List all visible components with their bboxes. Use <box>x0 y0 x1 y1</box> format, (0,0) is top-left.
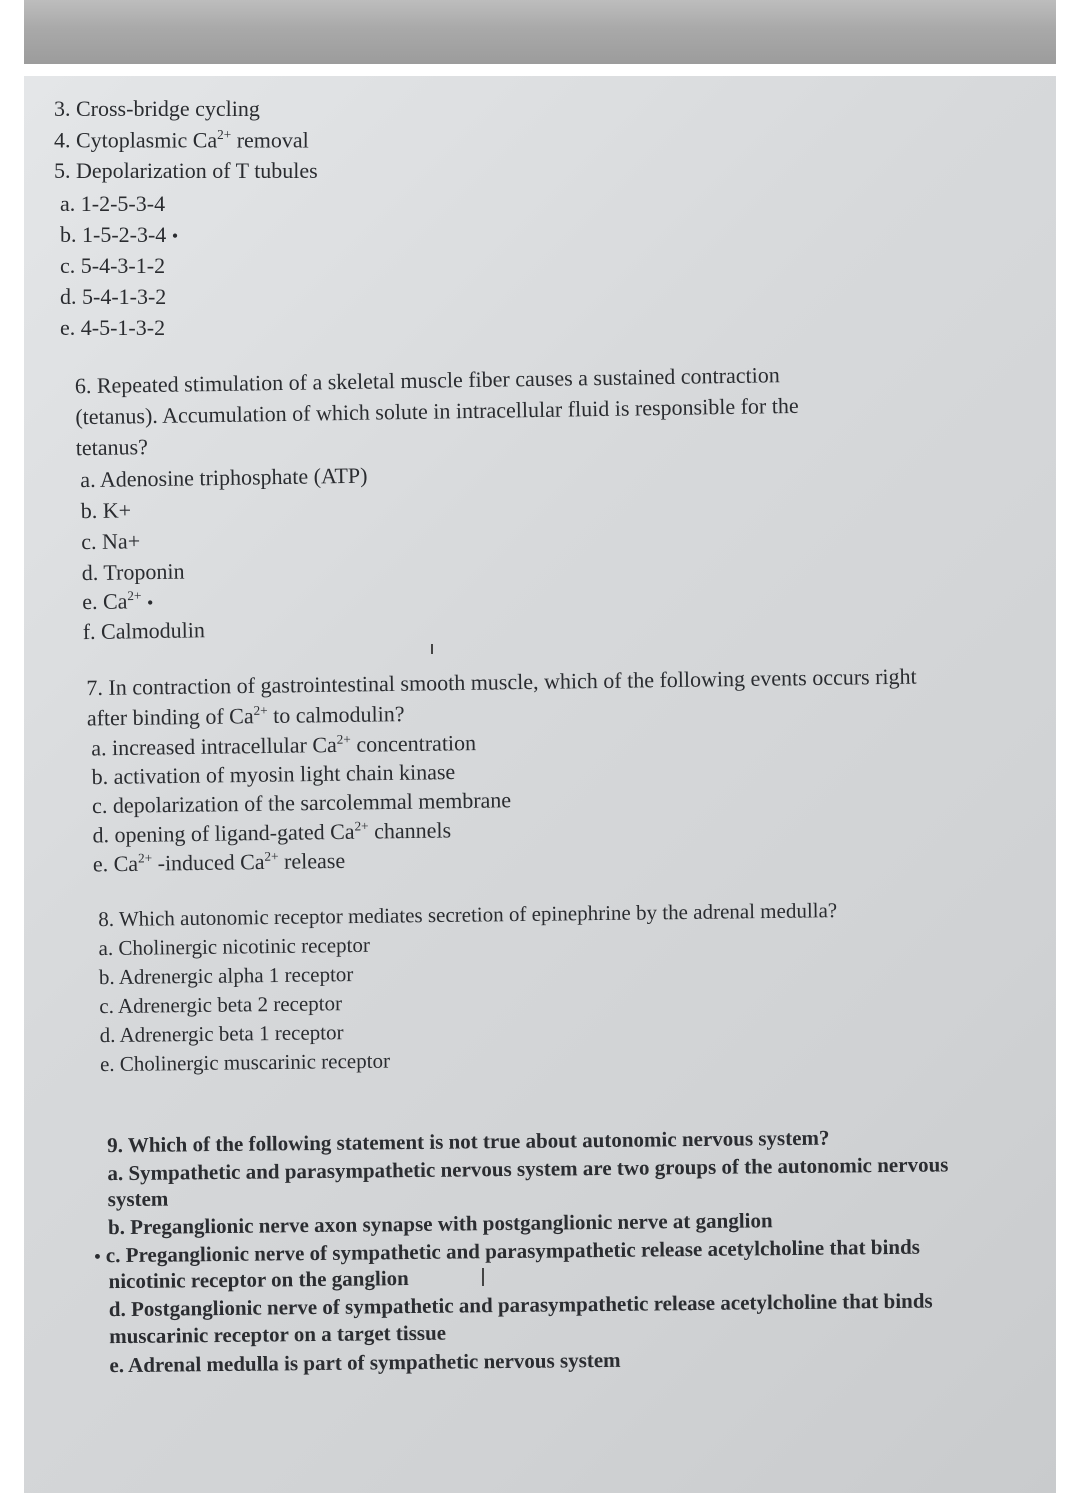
answer-dot: • <box>146 592 154 613</box>
option-a: a. Adenosine triphosphate (ATP) <box>80 462 368 493</box>
option-b: b. Preganglionic nerve axon synapse with postganglionic nerve at ganglion <box>107 1208 773 1240</box>
option-a-line-1: a. Sympathetic and parasympathetic nervous system are two groups of the autonomic nervous <box>107 1152 949 1186</box>
exam-page <box>24 76 1056 1493</box>
option-e: e. $Ca^{2+}$ -induced $Ca^{2+}$ release <box>92 847 346 877</box>
top-margin-strip <box>24 0 1056 64</box>
question-6-stem-1: 6. Repeated stimulation of a skeletal muscle fiber causes a sustained contraction <box>74 362 780 399</box>
option-e: e. $Ca^{2+}$ • <box>82 588 154 615</box>
question-6-stem-3: tetanus? <box>75 434 149 461</box>
question-9-stem: 9. Which of the following statement is not true about autonomic nervous system? <box>107 1125 830 1158</box>
option-c: c. 5-4-3-1-2 <box>60 253 166 278</box>
option-a: a. 1-2-5-3-4 <box>60 191 166 216</box>
pen-mark <box>482 1268 484 1286</box>
answer-dot: • <box>94 1246 101 1267</box>
pen-mark <box>431 644 433 654</box>
option-a: a. increased intracellular $Ca^{2+}$ concentration <box>91 730 477 761</box>
option-c: c. depolarization of the sarcolemmal membrane <box>91 787 512 819</box>
question-7-stem-2: after binding of $Ca^{2+}$ to calmodulin? <box>86 701 405 731</box>
option-d-line-1: d. Postganglionic nerve of sympathetic and parasympathetic release acetylcholine that binds <box>108 1288 933 1322</box>
item-5: 5. Depolarization of T tubules <box>54 158 318 183</box>
option-d: d. Adrenergic beta 1 receptor <box>99 1020 344 1048</box>
question-7-stem-1: 7. In contraction of gastrointestinal smooth muscle, which of the following events occurs right <box>86 663 917 701</box>
option-c: c. Na+ <box>81 528 141 555</box>
option-e: e. Adrenal medulla is part of sympathetic nervous system <box>109 1347 621 1378</box>
option-d: d. opening of ligand-gated $Ca^{2+}$ channels <box>92 817 452 848</box>
option-d-line-2: muscarinic receptor on a target tissue <box>109 1320 447 1349</box>
option-e: e. 4-5-1-3-2 <box>60 315 166 340</box>
answer-dot: • <box>171 226 179 246</box>
option-b: b. 1-5-2-3-4 • <box>60 222 179 247</box>
option-d: d. 5-4-1-3-2 <box>60 284 167 309</box>
option-b: b. activation of myosin light chain kinase <box>91 759 456 790</box>
option-c-line-2: nicotinic receptor on the ganglion <box>108 1266 409 1294</box>
option-d: d. Troponin <box>81 558 185 586</box>
option-a: a. Cholinergic nicotinic receptor <box>98 932 371 961</box>
option-b: b. K+ <box>80 497 132 524</box>
question-8-stem: 8. Which autonomic receptor mediates secretion of epinephrine by the adrenal medulla? <box>98 898 838 932</box>
item-3: 3. Cross-bridge cycling <box>54 96 260 121</box>
option-c: c. Adrenergic beta 2 receptor <box>99 991 343 1019</box>
option-e: e. Cholinergic muscarinic receptor <box>99 1048 391 1077</box>
question-6-stem-2: (tetanus). Accumulation of which solute in intracellular fluid is responsible for the <box>75 392 799 430</box>
option-b: b. Adrenergic alpha 1 receptor <box>98 962 354 990</box>
item-4: 4. Cytoplasmic $Ca^{2+}$ removal <box>54 127 309 153</box>
option-f: f. Calmodulin <box>82 617 206 645</box>
option-a-line-2: system <box>107 1186 169 1212</box>
option-c-line-1: • c. Preganglionic nerve of sympathetic and parasympathetic release acetylcholine that binds <box>94 1234 921 1268</box>
